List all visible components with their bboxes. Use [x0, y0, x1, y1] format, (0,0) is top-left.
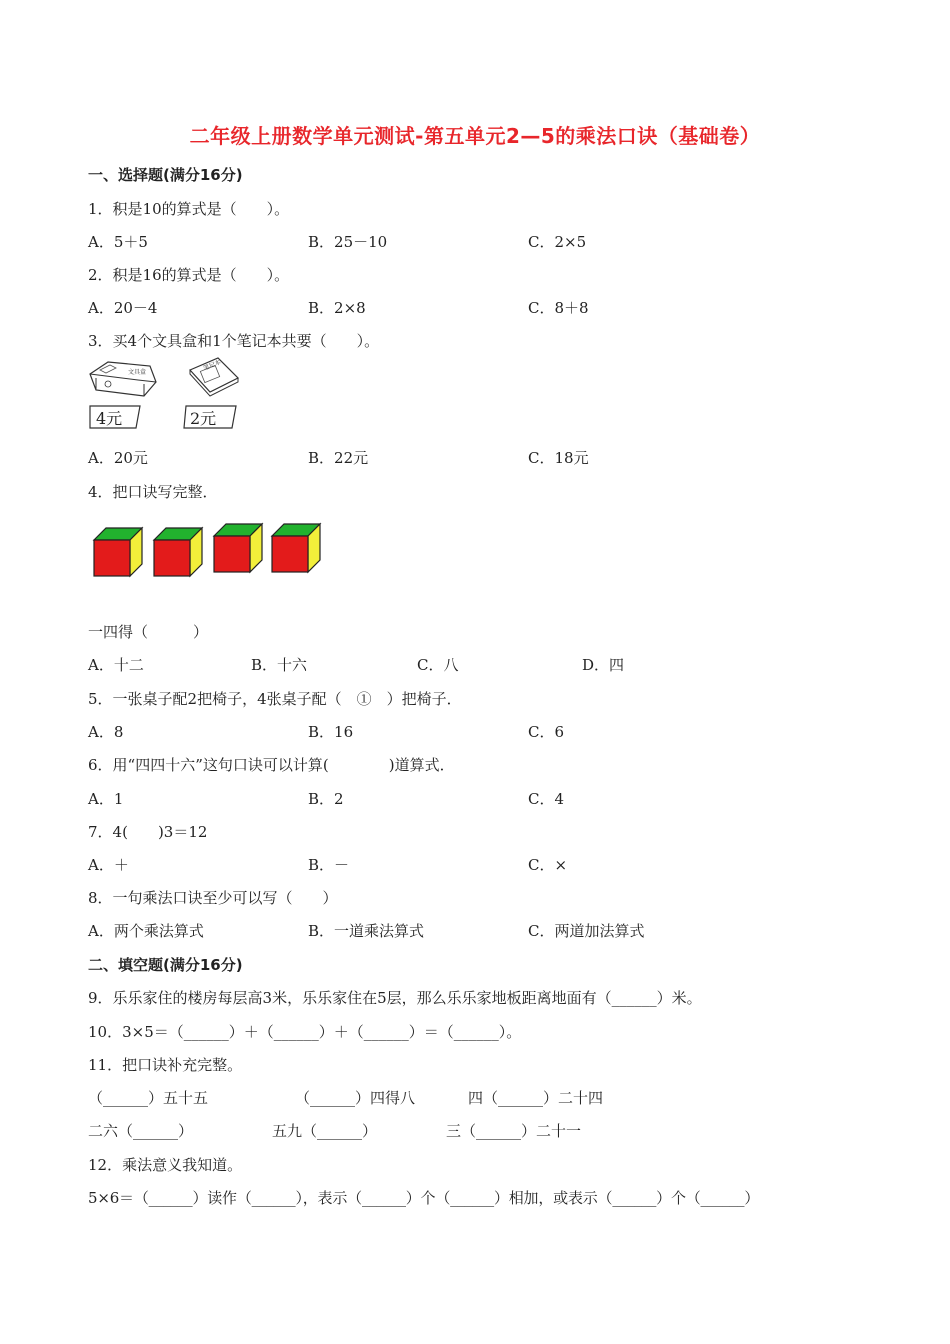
q3-option-b: B．22元 — [308, 449, 369, 467]
q4-option-c: C．八 — [417, 656, 459, 674]
question-5-options — [88, 721, 848, 741]
q4-cubes-figure — [90, 520, 330, 582]
question-7-text: 7．4( )3＝12 — [88, 823, 208, 841]
cube-icon — [214, 524, 262, 572]
q5-option-b: B．16 — [308, 723, 354, 741]
question-10-text: 10．3×5＝（______）＋（______）＋（______）＝（______）。 — [88, 1023, 522, 1041]
q7-option-c: C．× — [528, 856, 568, 874]
q2-option-c: C．8＋8 — [528, 299, 589, 317]
question-3-text: 3．买4个文具盒和1个笔记本共要（ ）。 — [88, 332, 380, 350]
q11-blank-item: 四（______）二十四 — [468, 1089, 604, 1107]
notebook-icon — [190, 358, 238, 396]
q4-option-d: D．四 — [582, 656, 625, 674]
q1-option-c: C．2×5 — [528, 233, 587, 251]
q3-figure — [86, 356, 266, 436]
question-8-text: 8．一句乘法口诀至少可以写（ ） — [88, 889, 338, 907]
q4-option-b: B．十六 — [251, 656, 308, 674]
price-tag-4-yuan — [90, 406, 140, 428]
q11-row-2 — [88, 1120, 848, 1140]
question-2-options — [88, 297, 848, 317]
question-4-options — [88, 654, 848, 674]
question-6-options — [88, 788, 848, 808]
q11-blank-item: （______）四得八 — [295, 1089, 416, 1107]
svg-text:4元: 4元 — [96, 409, 123, 428]
q1-option-b: B．25－10 — [308, 233, 388, 251]
q11-blank-item: 三（______）二十一 — [446, 1122, 582, 1140]
q12-fill-line: 5×6＝（______）读作（______），表示（______）个（______）相加，或表示（______）个（______） — [88, 1189, 760, 1207]
q5-option-c: C．6 — [528, 723, 565, 741]
q6-option-c: C．4 — [528, 790, 565, 808]
question-2-text: 2．积是16的算式是（ ）。 — [88, 266, 290, 284]
cube-icon — [94, 528, 142, 576]
cube-icon — [154, 528, 202, 576]
question-12-text: 12．乘法意义我知道。 — [88, 1156, 243, 1174]
q3-option-c: C．18元 — [528, 449, 589, 467]
q1-option-a: A．5＋5 — [88, 233, 148, 251]
question-6-text: 6．用“四四十六”这句口诀可以计算( )道算式． — [88, 756, 455, 774]
q2-option-a: A．20－4 — [88, 299, 158, 317]
q8-option-b: B．一道乘法算式 — [308, 922, 425, 940]
question-7-options — [88, 854, 848, 874]
svg-text:文具盒: 文具盒 — [128, 369, 147, 376]
question-8-options — [88, 920, 848, 940]
q8-option-c: C．两道加法算式 — [528, 922, 645, 940]
page-title: 二年级上册数学单元测试-第五单元2—5的乘法口诀（基础卷） — [189, 124, 761, 148]
question-4-text: 4．把口诀写完整． — [88, 483, 218, 501]
svg-text:笔记本: 笔记本 — [202, 358, 222, 373]
q7-option-a: A．＋ — [88, 856, 129, 874]
price-tag-2-yuan — [184, 406, 236, 428]
q6-option-b: B．2 — [308, 790, 344, 808]
q7-option-b: B．－ — [308, 856, 350, 874]
question-1-text: 1．积是10的算式是（ ）。 — [88, 200, 290, 218]
q4-prompt: 一四得（ ） — [88, 623, 209, 641]
question-9-text: 9．乐乐家住的楼房每层高3米，乐乐家住在5层，那么乐乐家地板距离地面有（______）米。 — [88, 989, 702, 1007]
q8-option-a: A．两个乘法算式 — [88, 922, 204, 940]
q11-row-1 — [88, 1087, 848, 1107]
section-heading-fill: 二、填空题(满分16分) — [88, 956, 243, 974]
pencil-box-icon — [90, 362, 156, 396]
section-heading-choice: 一、选择题(满分16分) — [88, 166, 243, 184]
q11-blank-item: 二六（______） — [88, 1122, 194, 1140]
question-1-options — [88, 231, 848, 251]
question-5-text: 5．一张桌子配2把椅子，4张桌子配（ ① ）把椅子． — [88, 690, 462, 708]
q4-option-a: A．十二 — [88, 656, 144, 674]
q11-blank-item: （______）五十五 — [88, 1089, 209, 1107]
question-11-text: 11．把口诀补充完整。 — [88, 1056, 243, 1074]
svg-text:2元: 2元 — [190, 409, 217, 428]
q11-blank-item: 五九（______） — [272, 1122, 378, 1140]
q6-option-a: A．1 — [88, 790, 124, 808]
q3-option-a: A．20元 — [88, 449, 148, 467]
question-3-options — [88, 447, 848, 467]
q5-option-a: A．8 — [88, 723, 124, 741]
q2-option-b: B．2×8 — [308, 299, 366, 317]
cube-icon — [272, 524, 320, 572]
